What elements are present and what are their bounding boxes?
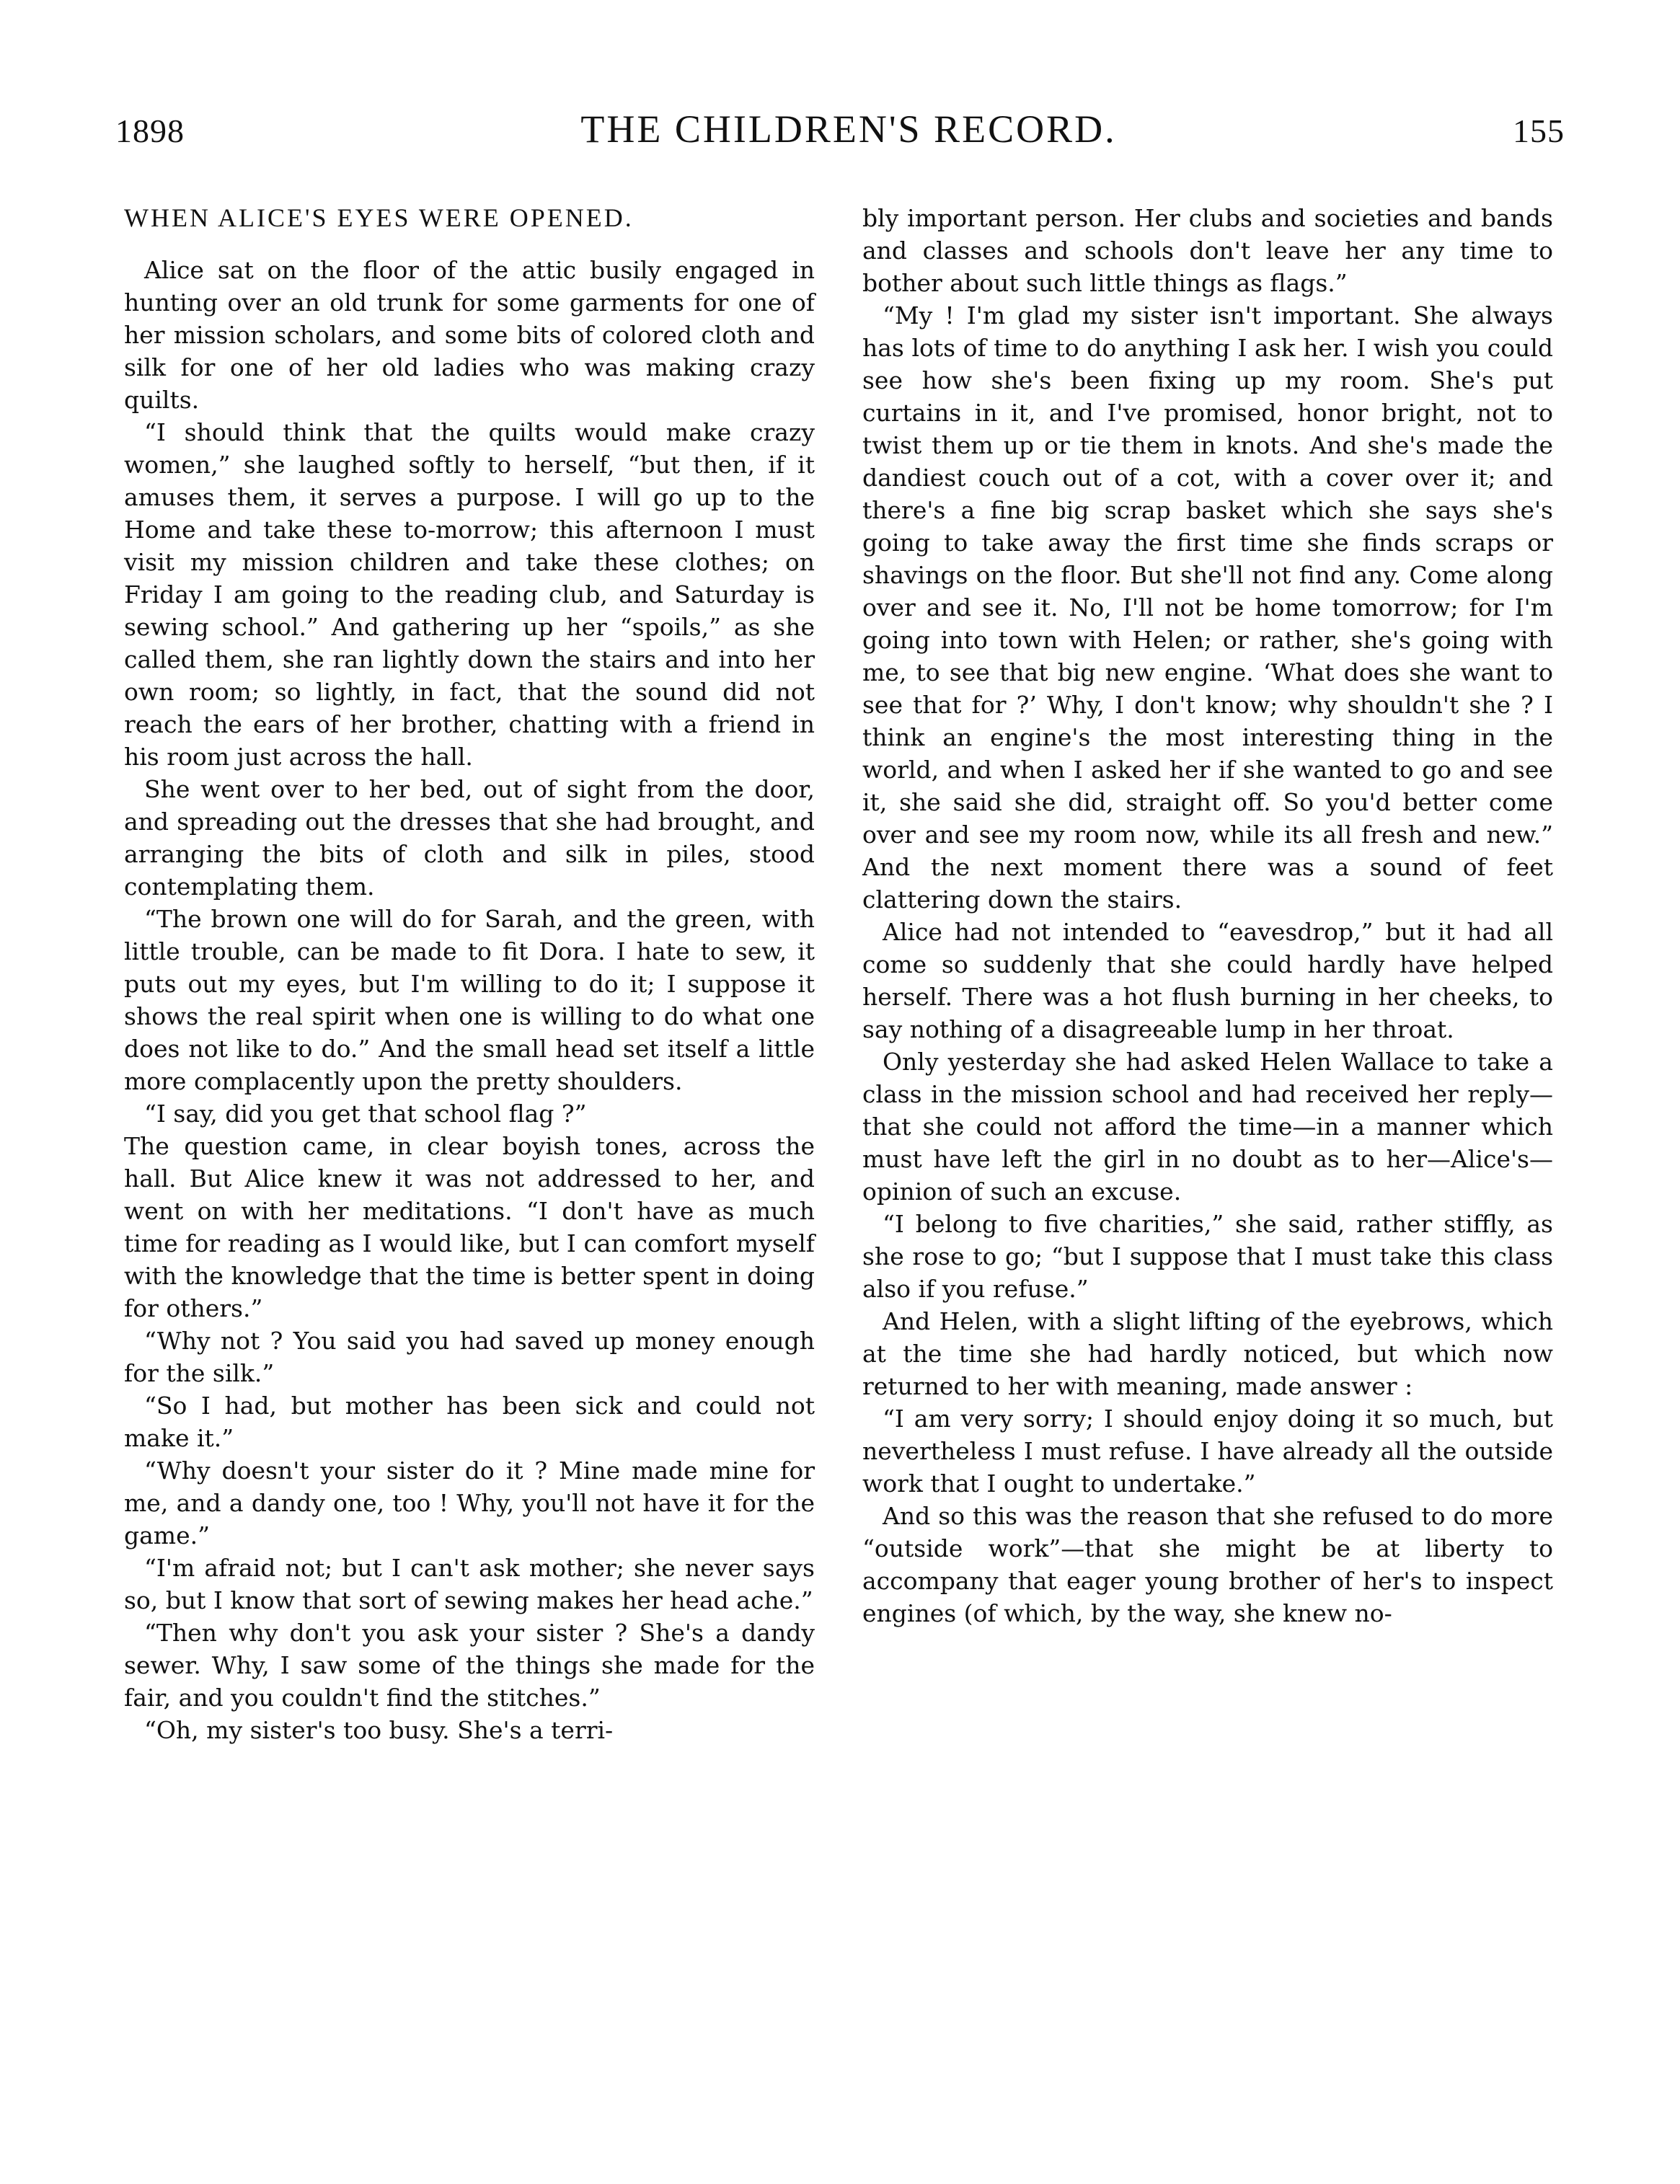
paragraph: Alice sat on the floor of the attic busily engaged in hunting over an old trunk for some garments for one of her mission scholars, and some bits of colored cloth and silk for one of her old ladies who was making crazy quilts. [124,256,815,414]
paragraph: “So I had, but mother has been sick and could not make it.” [124,1392,815,1452]
paragraph: “Then why don't you ask your sister ? She's a dandy sewer. Why, I saw some of the things she made for the fair, and you couldn't find the stitches.” [124,1619,815,1712]
paragraph: Alice had not intended to “eavesdrop,” but it had all come so suddenly that she could hardly have helped herself. There was a hot flush burning in her cheeks, to say nothing of a disagreeable lump in her throat. [862,918,1553,1043]
paragraph: And so this was the reason that she refused to do more “outside work”—that she might be at liberty to accompany that eager young brother of her's to inspect engines (of which, by the way, she knew no- [862,1502,1553,1627]
paragraph-continuation: bly important person. Her clubs and societies and bands and classes and schools don't leave her any time to bother about such little things as flags.” [862,204,1553,297]
journal-title: THE CHILDREN'S RECORD. [580,107,1117,151]
paragraph: Only yesterday she had asked Helen Wallace to take a class in the mission school and had received her reply—that she could not afford the time—in a manner which must have left the girl in no doubt as to her—Alice's—opinion of such an excuse. [862,1048,1553,1206]
paragraph: “I belong to five charities,” she said, rather stiffly, as she rose to go; “but I suppose that I must take this class also if you refuse.” [862,1210,1553,1303]
issue-year: 1898 [115,112,185,149]
right-column [862,202,1553,1630]
paragraph: “I'm afraid not; but I can't ask mother; she never says so, but I know that sort of sewing makes her head ache.” [124,1554,815,1614]
paragraph: “Why not ? You said you had saved up money enough for the silk.” [124,1327,815,1387]
paragraph: “I say, did you get that school flag ?” [144,1100,587,1128]
left-column [124,202,815,1746]
paragraph: “Why doesn't your sister do it ? Mine made mine for me, and a dandy one, too ! Why, you'll not have it for the game.” [124,1456,815,1549]
paragraph: “I should think that the quilts would make crazy women,” she laughed softly to herself, “but then, if it amuses them, it serves a purpose. I will go up to the Home and take these to-morrow; this afternoon I must visit my mission children and take these clothes; on Friday I am going to the reading club, and Saturday is sewing school.” And gathering up her “spoils,” as she called them, she ran lightly down the stairs and into her own room; so lightly, in fact, that the sound did not reach the ears of her brother, chatting with a friend in his room just across the hall. [124,418,815,771]
paragraph: “My ! I'm glad my sister isn't important. She always has lots of time to do anything I ask her. I wish you could see how she's been fixing up my room. She's put curtains in it, and I've promised, honor bright, not to twist them up or tie them in knots. And she's made the dandiest couch out of a cot, with a cover over it; and there's a fine big scrap basket which she says she's going to take away the first time she finds scraps or shavings on the floor. But she'll not find any. Come along over and see it. No, I'll not be home tomorrow; for I'm going into town with Helen; or rather, she's going with me, to see that big new engine. ‘What does she want to see that for ?’ Why, I don't know; why shouldn't she ? I think an engine's the most interesting thing in the world, and when I asked her if she wanted to go and see it, she said she did, straight off. So you'd better come over and see my room now, while its all fresh and new.” And the next moment there was a sound of feet clattering down the stairs. [862,301,1553,914]
article-title: WHEN ALICE'S EYES WERE OPENED. [124,203,634,232]
running-head [115,107,1565,164]
paragraph: “The brown one will do for Sarah, and the green, with little trouble, can be made to fit Dora. I hate to sew, it puts out my eyes, but I'm willing to do it; I suppose it shows the real spirit when one is willing to do what one does not like to do.” And the small head set itself a little more complacently upon the pretty shoulders. [124,905,815,1095]
paragraph: And Helen, with a slight lifting of the eyebrows, which at the time she had hardly noticed, but which now returned to her with meaning, made answer : [862,1307,1553,1400]
paragraph: The question came, in clear boyish tones, across the hall. But Alice knew it was not addressed to her, and went on with her meditations. “I don't have as much time for reading as I would like, but I can comfort myself with the knowledge that the time is better spent in doing for others.” [124,1132,815,1322]
paragraph: “Oh, my sister's too busy. She's a terri- [144,1716,614,1744]
paragraph: “I am very sorry; I should enjoy doing it so much, but nevertheless I must refuse. I have already all the outside work that I ought to undertake.” [862,1405,1553,1498]
page-number: 155 [1513,112,1565,149]
paragraph: She went over to her bed, out of sight from the door, and spreading out the dresses that she had brought, and arranging the bits of cloth and silk in piles, stood contemplating them. [124,775,815,901]
